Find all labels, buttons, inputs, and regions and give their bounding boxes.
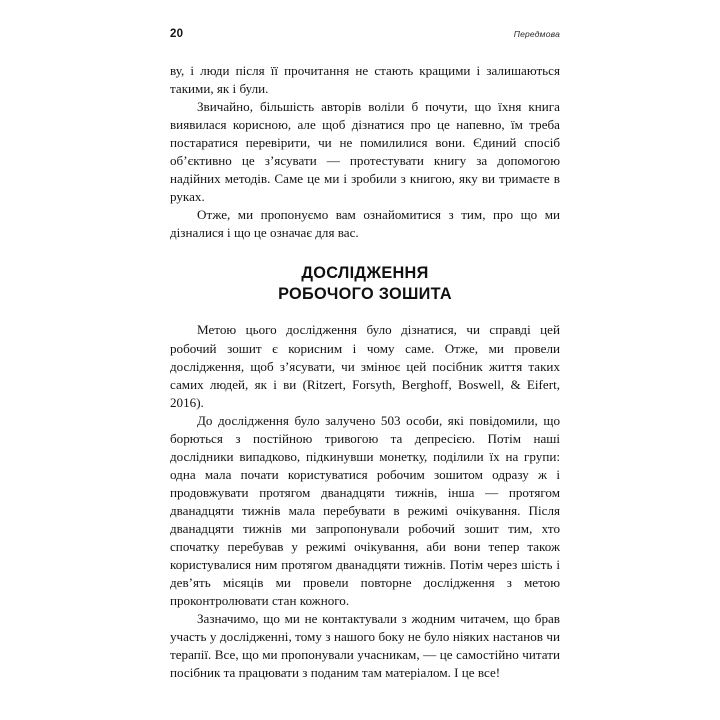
paragraph: ву, і люди після її прочитання не стають кращими і залишаються такими, як і були. (170, 63, 560, 97)
paragraph: До дослідження було залучено 503 особи, які повідомили, що борються з постійною тривогою та депресією. Потім наші дослідники випадково, підкинувши монетку, поділили їх на групи: одна мала почати користуватися робочим зошитом одразу ж і продовжувати протягом дванадцяти тижнів, інша — протягом дванадцяти тижнів мала перебувати в режимі очікування. Після дванадцяти тижнів ми запропонували робочий зошит тим, хто спочатку перебував у режимі очікування, аби вони тепер також користувалися ним протягом дванадцяти тижнів. Потім через шість і дев’ять місяців ми провели повторне дослідження з метою проконтролювати стан кожного. (170, 412, 560, 609)
paragraph: Зазначимо, що ми не контактували з жодним читачем, що брав участь у дослідженні, тому з нашого боку не було ніяких настанов чи терапії. Все, що ми пропонували учасникам, — це самостійно читати посібник та працювати з поданим там матеріалом. І це все! (170, 611, 560, 681)
body-text-before-heading (170, 62, 560, 242)
section-heading (170, 263, 560, 304)
paragraph: Отже, ми пропонуємо вам ознайомитися з тим, про що ми дізналися і що це означає для вас. (170, 207, 560, 241)
paragraph: Звичайно, більшість авторів воліли б почути, що їхня книга виявилася корисною, але щоб дізнатися про це напевно, їм треба постаратися перевірити, чи не помилилися вони. Єдиний спосіб об’єктивно це з’ясувати — протестувати книгу за допомогою надійних методів. Саме це ми і зробили з книгою, яку ви тримаєте в руках. (170, 99, 560, 205)
running-head (170, 28, 560, 44)
section-heading-line-1: ДОСЛІДЖЕННЯ (301, 264, 429, 283)
page-content-column (170, 28, 560, 682)
running-head-title: Передмова (513, 29, 560, 39)
section-heading-line-2: РОБОЧОГО ЗОШИТА (278, 284, 452, 303)
page-number: 20 (170, 28, 184, 40)
body-text-after-heading (170, 321, 560, 682)
paragraph: Метою цього дослідження було дізнатися, чи справді цей робочий зошит є корисним і чому саме. Отже, ми провели дослідження, щоб з’ясувати, чи змінює цей посібник життя таких самих людей, як і ви (Ritzert, Forsyth, Berghoff, Boswell, & Eifert, 2016). (170, 322, 560, 410)
